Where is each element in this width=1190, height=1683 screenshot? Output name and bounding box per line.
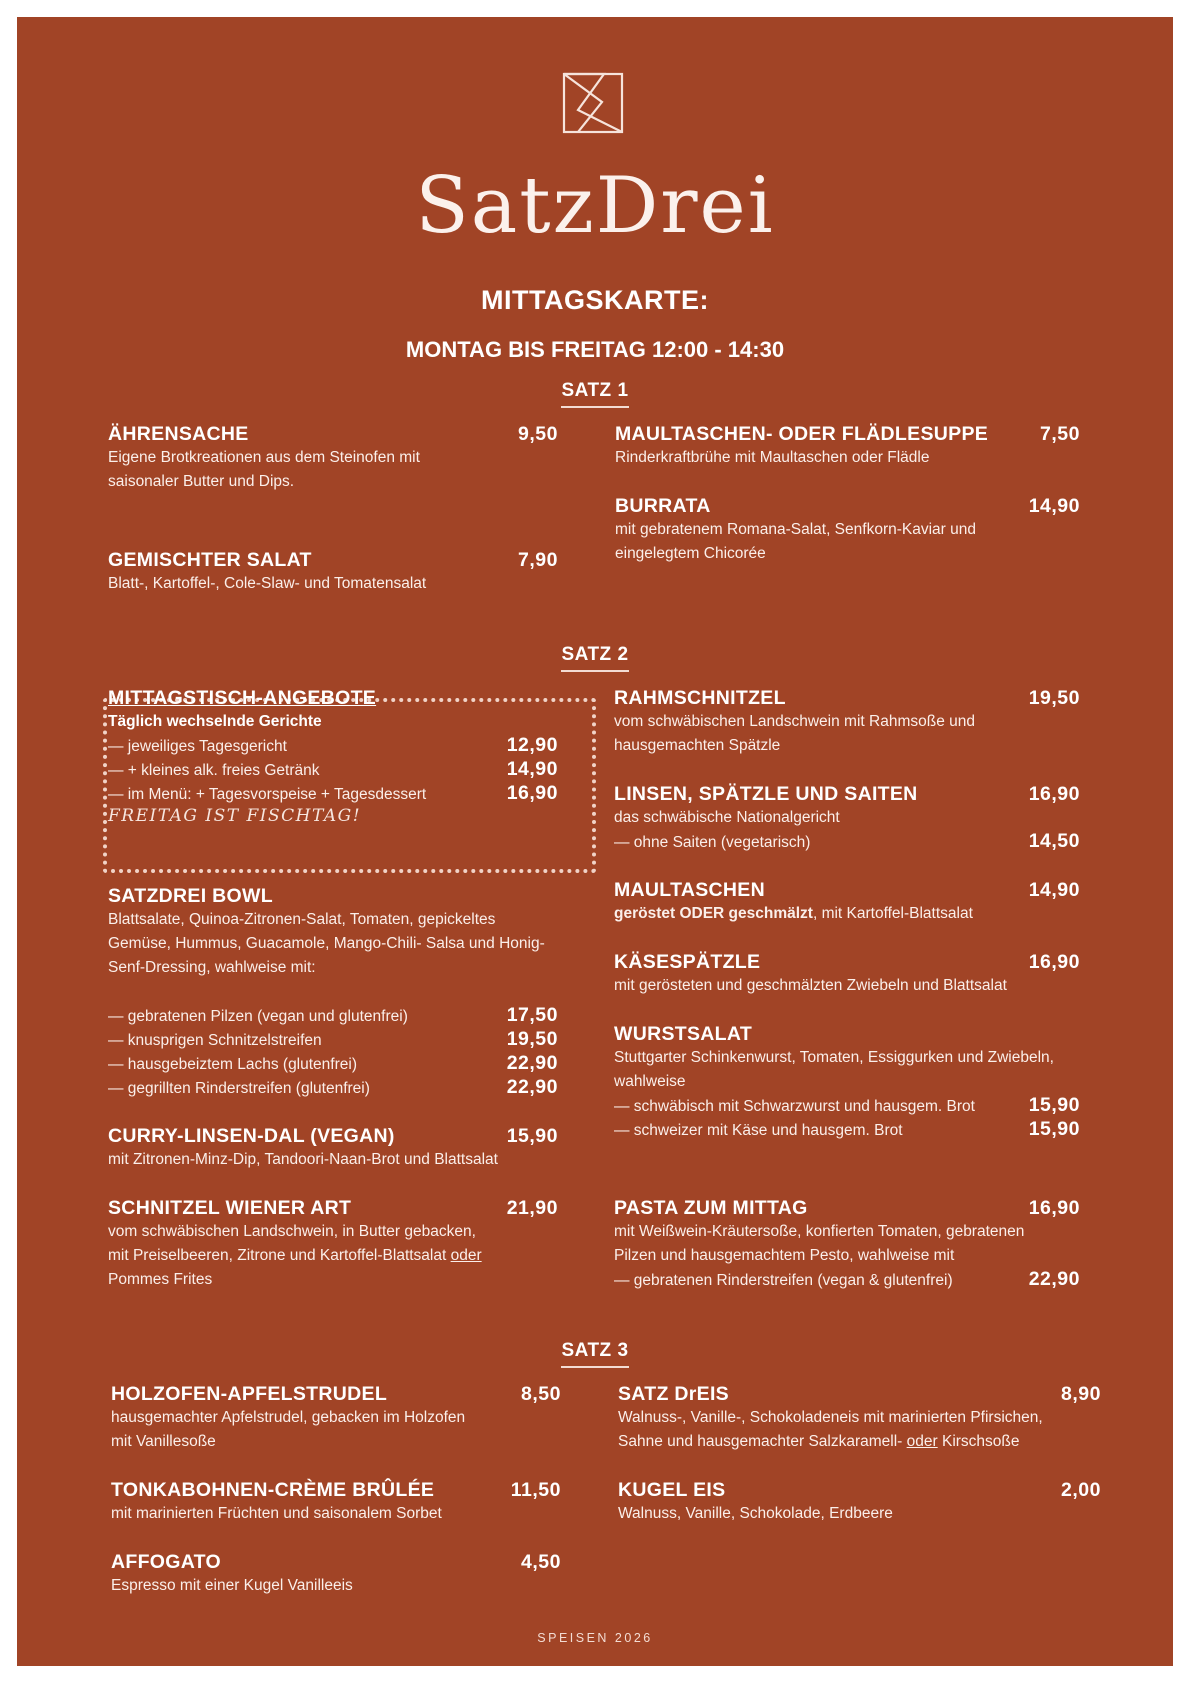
menu-title: MITTAGSKARTE: — [481, 285, 709, 315]
section-heading-satz2: SATZ 2 — [17, 644, 1173, 672]
menu-item-maultaschen: MAULTASCHEN 14,90 geröstet ODER geschmälzt, mit Kartoffel-Blattsalat — [614, 879, 1080, 922]
menu-item-satz-dreis: SATZ DrEIS 8,90 Walnuss-, Vanille-, Schokoladeneis mit marinierten Pfirsichen, Sahne und hausgemachter Salzkaramell- oder Kirschsoße — [618, 1383, 1101, 1450]
menu-item-kugel-eis: KUGEL EIS 2,00 Walnuss, Vanille, Schokolade, Erdbeere — [618, 1479, 1101, 1522]
menu-item-linsen-spaetzle: LINSEN, SPÄTZLE UND SAITEN 16,90 das schwäbische Nationalgericht — ohne Saiten (vegetarisch) 14,50 — [614, 783, 1080, 852]
menu-item-kaesespaetzle: KÄSESPÄTZLE 16,90 mit gerösteten und geschmälzten Zwiebeln und Blattsalat — [614, 951, 1080, 994]
menu-page — [17, 17, 1173, 1666]
section-heading-satz3: SATZ 3 — [17, 1340, 1173, 1368]
menu-item-curry-dal: CURRY-LINSEN-DAL (VEGAN) 15,90 mit Zitronen-Minz-Dip, Tandoori-Naan-Brot und Blattsalat — [108, 1125, 558, 1168]
menu-item-pasta: PASTA ZUM MITTAG 16,90 mit Weißwein-Kräutersoße, konfierten Tomaten, gebratenen Pilzen und hausgemachtem Pesto, wahlweise mit — gebratenen Rinderstreifen (vegan & glutenfrei) 22,90 — [614, 1197, 1080, 1290]
opening-hours: MONTAG BIS FREITAG 12:00 - 14:30 — [405, 337, 785, 362]
square-bolt-logo-icon — [562, 72, 624, 134]
footer-label: SPEISEN 2026 — [537, 1631, 653, 1645]
menu-item-mittagstisch: MITTAGSTISCH-ANGEBOTE Täglich wechselnde Gerichte — jeweiliges Tagesgericht 12,90 — + kleines alk. freies Getränk 14,90 — im Menü: + Tagesvorspeise + Tagesdessert 16,90 FREITAG IST FISCHTAG! — [108, 687, 558, 826]
menu-item-apfelstrudel: HOLZOFEN-APFELSTRUDEL 8,50 hausgemachter Apfelstrudel, gebacken im Holzofen mit Vanillesoße — [111, 1383, 561, 1450]
menu-item-schnitzel-wiener-art: SCHNITZEL WIENER ART 21,90 vom schwäbischen Landschwein, in Butter gebacken, mit Preiselbeeren, Zitrone und Kartoffel-Blattsalat oder Pommes Frites — [108, 1197, 558, 1288]
menu-item-rahmschnitzel: RAHMSCHNITZEL 19,50 vom schwäbischen Landschwein mit Rahmsoße und hausgemachten Spätzle — [614, 687, 1080, 754]
menu-item-affogato: AFFOGATO 4,50 Espresso mit einer Kugel Vanilleeis — [111, 1551, 561, 1594]
menu-item-aehrensache: ÄHRENSACHE 9,50 Eigene Brotkreationen aus dem Steinofen mit saisonaler Butter und Dips. — [108, 423, 558, 490]
fischtag-note: FREITAG IST FISCHTAG! — [108, 806, 362, 826]
menu-item-creme-brulee: TONKABOHNEN-CRÈME BRÛLÉE 11,50 mit marinierten Früchten und saisonalem Sorbet — [111, 1479, 561, 1522]
menu-item-satzdrei-bowl: SATZDREI BOWL Blattsalate, Quinoa-Zitronen-Salat, Tomaten, gepickeltes Gemüse, Hummus, Guacamole, Mango-Chili- Salsa und Honig- Senf-Dressing, wahlweise mit: — gebratenen Pilzen (vegan und glutenfrei) 17,50 — knusprigen Schnitzelstreifen 19,50 — hausgebeiztem Lachs (glutenfrei) 22,90 — gegrillten Rinderstreifen (glutenfrei) 22,90 — [108, 885, 558, 1098]
menu-item-wurstsalat: WURSTSALAT Stuttgarter Schinkenwurst, Tomaten, Essiggurken und Zwiebeln, wahlweise — schwäbisch mit Schwarzwurst und hausgem. Brot 15,90 — schweizer mit Käse und hausgem. Brot 15,90 — [614, 1023, 1080, 1140]
brand-name: SatzDrei — [415, 161, 775, 251]
menu-item-burrata: BURRATA 14,90 mit gebratenem Romana-Salat, Senfkorn-Kaviar und eingelegtem Chicorée — [615, 495, 1080, 562]
section-heading-satz1: SATZ 1 — [17, 380, 1173, 408]
menu-item-gemischter-salat: GEMISCHTER SALAT 7,90 Blatt-, Kartoffel-, Cole-Slaw- und Tomatensalat — [108, 549, 558, 592]
menu-item-suppe: MAULTASCHEN- ODER FLÄDLESUPPE 7,50 Rinderkraftbrühe mit Maultaschen oder Flädle — [615, 423, 1080, 466]
